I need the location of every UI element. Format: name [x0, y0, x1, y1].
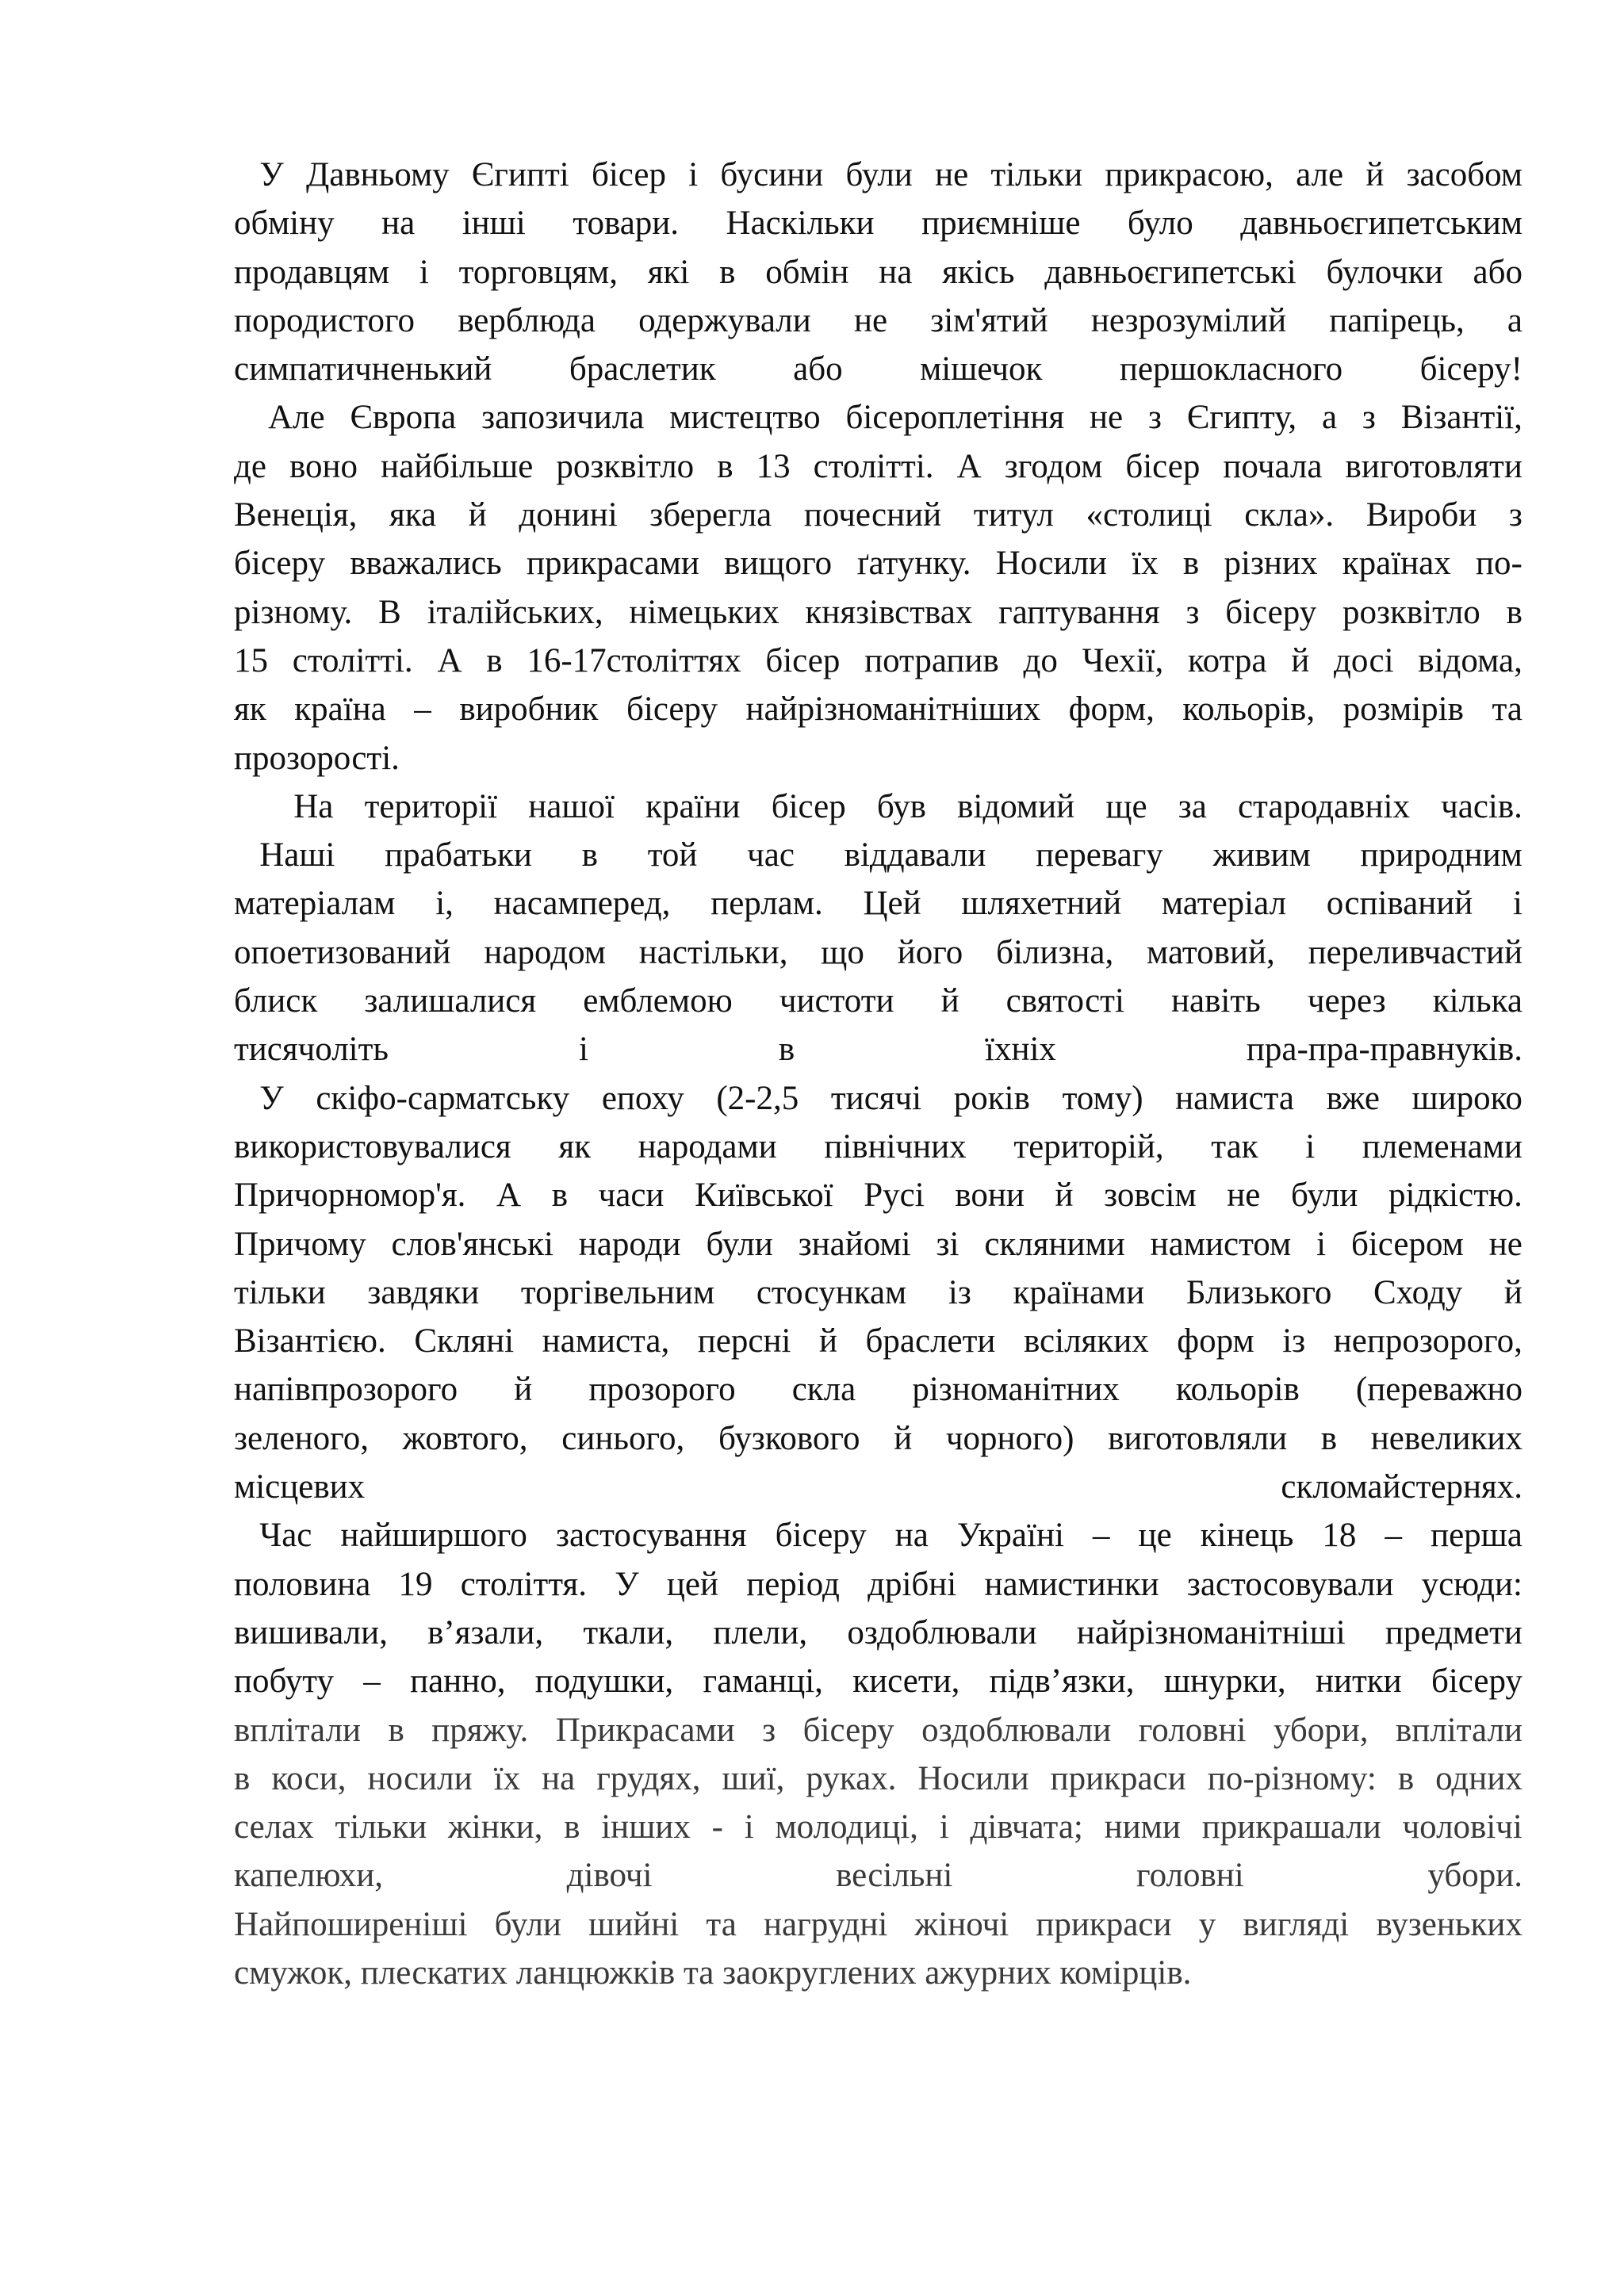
text-line: Причорномор'я. А в часи Київської Русі вони й зовсім не були рідкістю. — [234, 1177, 1522, 1215]
text-line: в коси, носили їх на грудях, шиї, руках. Носили прикраси по-різному: в одних — [234, 1759, 1522, 1797]
text-line: симпатичненький браслетик або мішечок першокласного бісеру! — [234, 350, 1522, 388]
text-line: Причому слов'янські народи були знайомі зі скляними намистом і бісером не — [234, 1225, 1522, 1263]
text-line: де воно найбільше розквітло в 13 столітті. А згодом бісер почала виготовляти — [234, 447, 1522, 485]
text-line: селах тільки жінки, в інших - і молодиці, і дівчата; ними прикрашали чоловічі — [234, 1808, 1522, 1846]
text-line: різному. В італійських, німецьких князівствах гаптування з бісеру розквітло в — [234, 593, 1522, 631]
text-line: 15 столітті. А в 16-17століттях бісер потрапив до Чехії, котра й досі відома, — [234, 641, 1522, 679]
paragraph-europe — [234, 393, 1522, 782]
text-line: як країна – виробник бісеру найрізноманітніших форм, кольорів, розмірів та — [234, 691, 1522, 729]
text-line: напівпрозорого й прозорого скла різноманітних кольорів (переважно — [234, 1371, 1522, 1409]
paragraph-widespread — [234, 1511, 1522, 1997]
text-line: бісеру вважались прикрасами вищого ґатунку. Носили їх в різних країнах по- — [234, 545, 1522, 583]
text-line: На території нашої країни бісер був відомий ще за стародавніх часів. — [234, 787, 1522, 825]
text-line: У скіфо-сарматську епоху (2-2,5 тисячі років тому) намиста вже широко — [234, 1079, 1522, 1117]
text-line: продавцям і торговцям, які в обмін на якісь давньоєгипетські булочки або — [234, 253, 1522, 291]
text-line: тисячоліть і в їхніх пра-пра-правнуків. — [234, 1031, 1522, 1069]
text-line: обміну на інші товари. Наскільки приємніше було давньоєгипетським — [234, 205, 1522, 243]
text-line: Час найширшого застосування бісеру на Україні – це кінець 18 – перша — [234, 1517, 1522, 1555]
text-line: матеріалам і, насамперед, перлам. Цей шляхетний матеріал оспіваний і — [234, 885, 1522, 923]
text-line: побуту – панно, подушки, гаманці, кисети, підв’язки, шнурки, нитки бісеру — [234, 1663, 1522, 1701]
text-line: смужок, плескатих ланцюжків та заокруглених ажурних комірців. — [234, 1954, 1192, 1992]
text-line: прозорості. — [234, 739, 400, 777]
text-line: вишивали, в’язали, ткали, плели, оздоблювали найрізноманітніші предмети — [234, 1613, 1522, 1651]
document-body — [234, 151, 1522, 1997]
text-line: Найпоширеніші були шийні та нагрудні жіночі прикраси у вигляді вузеньких — [234, 1905, 1522, 1943]
text-line: У Давньому Єгипті бісер і бусини були не тільки прикрасою, але й засобом — [234, 156, 1522, 193]
text-line: вплітали в пряжу. Прикрасами з бісеру оздоблювали головні убори, вплітали — [234, 1711, 1522, 1749]
text-line: Але Європа запозичила мистецтво бісероплетіння не з Єгипту, а з Візантії, — [234, 399, 1522, 437]
paragraph-egypt — [234, 151, 1522, 393]
text-line: місцевих скломайстернях. — [234, 1468, 1522, 1506]
text-line: породистого верблюда одержували не зім'ятий незрозумілий папірець, а — [234, 301, 1522, 339]
paragraph-scythian — [234, 1074, 1522, 1512]
text-line: половина 19 століття. У цей період дрібні намистинки застосовували усюди: — [234, 1565, 1522, 1603]
text-line: Наші прабатьки в той час віддавали перевагу живим природним — [234, 836, 1522, 874]
text-line: блиск залишалися емблемою чистоти й святості навіть через кілька — [234, 982, 1522, 1020]
text-line: опоетизований народом настільки, що його білизна, матовий, переливчастий — [234, 933, 1522, 971]
text-line: Венеція, яка й донині зберегла почесний титул «столиці скла». Вироби з — [234, 496, 1522, 534]
text-line: Візантією. Скляні намиста, персні й браслети всіляких форм із непрозорого, — [234, 1322, 1522, 1360]
text-line: використовувалися як народами північних територій, так і племенами — [234, 1127, 1522, 1165]
paragraph-ukraine-ancient — [234, 783, 1522, 1074]
text-line: капелюхи, дівочі весільні головні убори. — [234, 1857, 1522, 1895]
text-line: тільки завдяки торгівельним стосункам із країнами Близького Сходу й — [234, 1273, 1522, 1311]
text-line: зеленого, жовтого, синього, бузкового й чорного) виготовляли в невеликих — [234, 1419, 1522, 1457]
